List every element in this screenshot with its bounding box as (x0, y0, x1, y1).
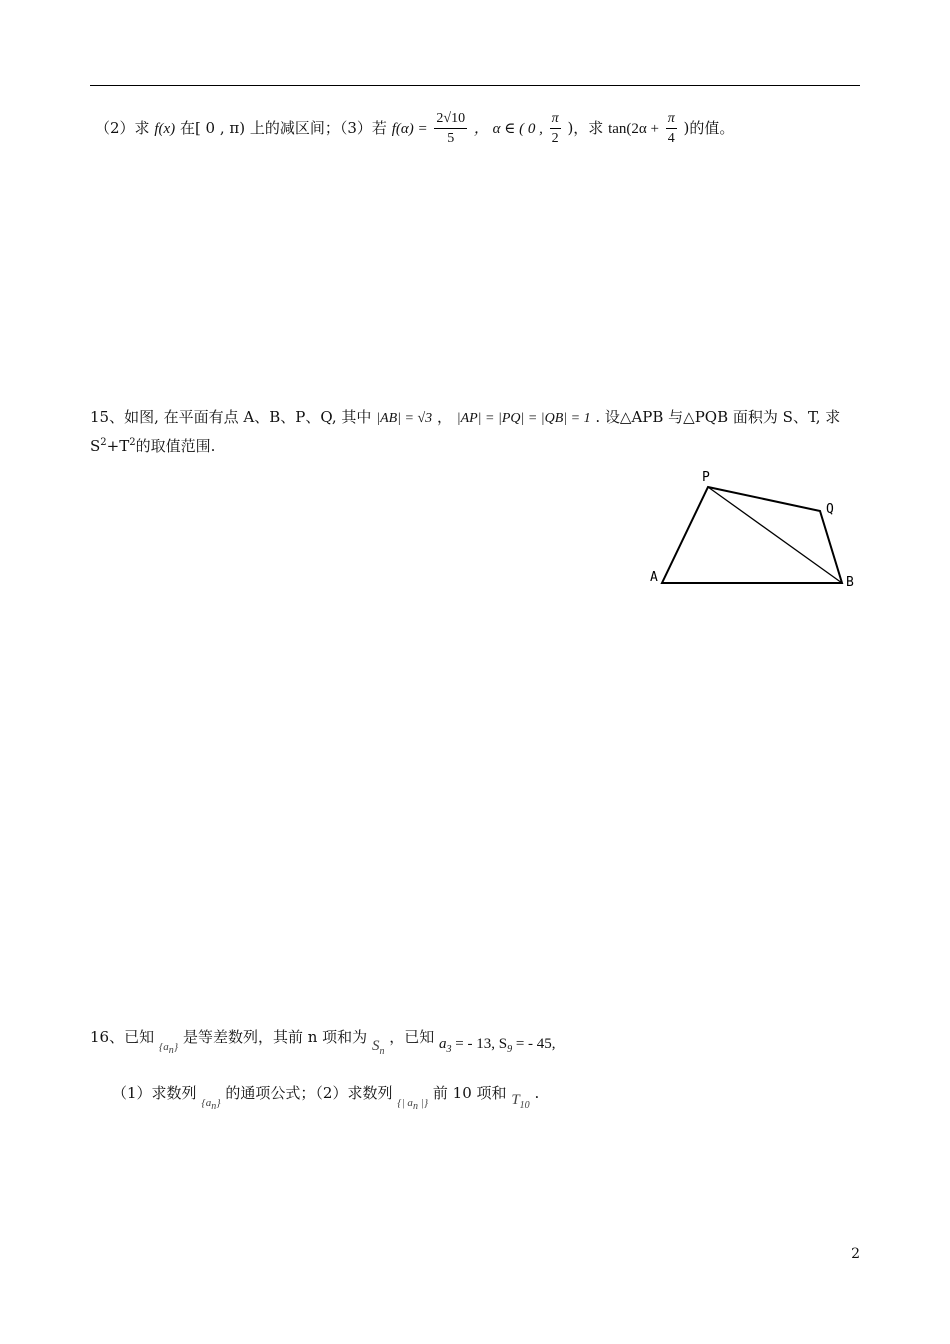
q14-part2-prefix: （2）求 (95, 119, 150, 137)
q16-line2 (112, 1084, 540, 1113)
header-rule (90, 85, 860, 86)
q16-conditions: $a_3$ = - 13, $S_9$ = - 45, (439, 1036, 556, 1055)
label-p: P (702, 470, 710, 485)
q16-sn: $S_n$ (371, 1038, 385, 1057)
q14-fx: f(x) (154, 121, 176, 137)
q15-line2 (90, 438, 215, 454)
label-q: Q (826, 502, 834, 517)
q14-part2-middle: 在[ 0 , π) 上的减区间；（3）若 (179, 119, 387, 137)
q14-pi4-den: 4 (667, 131, 675, 146)
q16-an-2: {an} (201, 1097, 221, 1113)
page-number: 2 (851, 1246, 860, 1262)
q14-pi4-num: π (666, 112, 677, 129)
q15-s: S (90, 437, 101, 455)
q14-pi-den: 2 (551, 131, 559, 146)
q14-alpha-in: ， α ∈ ( 0 , (473, 121, 543, 137)
q14-fraction (434, 112, 467, 146)
quadrilateral-outline (662, 487, 842, 583)
q14-after-interval: )，求 (567, 119, 604, 137)
q14-falpha: f(α) = (391, 121, 428, 137)
q14-pi-half (550, 112, 561, 146)
q15-sep: ， (436, 408, 452, 426)
q15-text-b: . 设△APB 与△PQB 面积为 S、T, 求 (595, 408, 841, 426)
q16-end: . (534, 1084, 540, 1102)
q15-plus-t: +T (106, 437, 130, 455)
q15-s-exp: 2 (100, 437, 107, 448)
q16-text-a: 16、已知 (90, 1028, 155, 1046)
q14-pi-num: π (550, 112, 561, 129)
q15-ab-expr: |AB| = √3 (376, 411, 433, 426)
q14-tan-expr: tan(2α + (608, 121, 659, 137)
q15-tail: 的取值范围. (135, 437, 216, 455)
q16-line1 (90, 1028, 556, 1057)
q15-t-exp: 2 (129, 437, 136, 448)
q14-frac-num: 2√10 (434, 112, 467, 129)
q14-tail: )的值。 (683, 119, 735, 137)
q16-text-2b: 的通项公式；（2）求数列 (225, 1084, 393, 1102)
q16-text-b: 是等差数列，其前 n 项和为 (182, 1028, 368, 1046)
label-b: B (846, 575, 854, 590)
q16-text-2c: 前 10 项和 (432, 1084, 507, 1102)
q16-abs-an: {| an |} (397, 1097, 429, 1113)
q16-an: {an} (158, 1041, 179, 1057)
q16-t10: $T_{10}$ (511, 1092, 530, 1111)
label-a: A (650, 570, 658, 585)
q14-frac-den: 5 (447, 131, 455, 146)
q16-text-2a: （1）求数列 (112, 1084, 197, 1102)
q15-ap-expr: |AP| = |PQ| = |QB| = 1 (456, 411, 591, 426)
q15-quadrilateral-figure (640, 465, 870, 600)
q14-pi-quarter (666, 112, 677, 146)
q16-text-c: ，已知 (389, 1028, 435, 1046)
q15-line1 (90, 410, 840, 426)
q15-text-a: 15、如图, 在平面有点 A、B、P、Q, 其中 (90, 408, 372, 426)
q14-line (95, 112, 734, 146)
